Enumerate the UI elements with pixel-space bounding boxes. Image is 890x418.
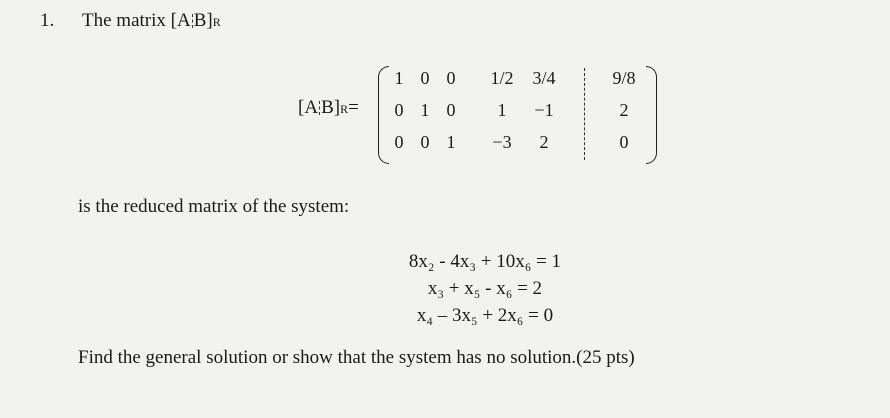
matrix-label <box>298 97 359 119</box>
heading-text: The matrix [A <box>82 10 191 31</box>
matrix-cell: 1 <box>446 132 456 152</box>
matrix-cell: 1/2 <box>490 68 514 88</box>
matrix-label-mid: B] <box>321 97 341 118</box>
matrix-cell: 2 <box>619 100 629 120</box>
problem-number: 1. <box>40 10 55 31</box>
matrix-cell: 0 <box>394 132 404 152</box>
matrix-cell: 1 <box>497 100 507 120</box>
problem-heading <box>40 10 221 32</box>
matrix-cell: −1 <box>534 100 554 120</box>
matrix-cell: 9/8 <box>612 68 636 88</box>
augment-divider <box>192 14 193 28</box>
matrix-cell: 0 <box>619 132 629 152</box>
matrix-augment-line <box>584 68 585 160</box>
matrix-cell: −3 <box>492 132 512 152</box>
equation: x₄ – 3x₅ + 2x₆ = 0 <box>416 305 554 326</box>
matrix-cell: 0 <box>420 68 430 88</box>
matrix-cell: 1 <box>394 68 404 88</box>
equation-system <box>385 248 585 329</box>
heading-subscript: R <box>212 15 221 29</box>
matrix-cell: 0 <box>394 100 404 120</box>
equation: 8x₂ - 4x₃ + 10x₆ = 1 <box>408 251 562 272</box>
matrix-cell: 0 <box>446 100 456 120</box>
matrix-right-bracket <box>646 66 657 164</box>
matrix-label-subscript: R <box>340 102 349 116</box>
matrix-cell: 3/4 <box>532 68 556 88</box>
matrix-cell: 1 <box>420 100 430 120</box>
system-caption: is the reduced matrix of the system: <box>78 196 350 217</box>
equals-sign: = <box>348 97 359 118</box>
heading-text-mid: B] <box>193 10 213 31</box>
matrix-label-prefix: [A <box>298 97 319 118</box>
equation: x₃ + x₅ - x₆ = 2 <box>427 278 543 299</box>
matrix-cell: 0 <box>446 68 456 88</box>
augment-divider <box>319 101 320 115</box>
matrix-cell: 0 <box>420 132 430 152</box>
question-text: Find the general solution or show that the system has no solution.(25 pts) <box>78 347 635 368</box>
matrix-cell: 2 <box>539 132 549 152</box>
